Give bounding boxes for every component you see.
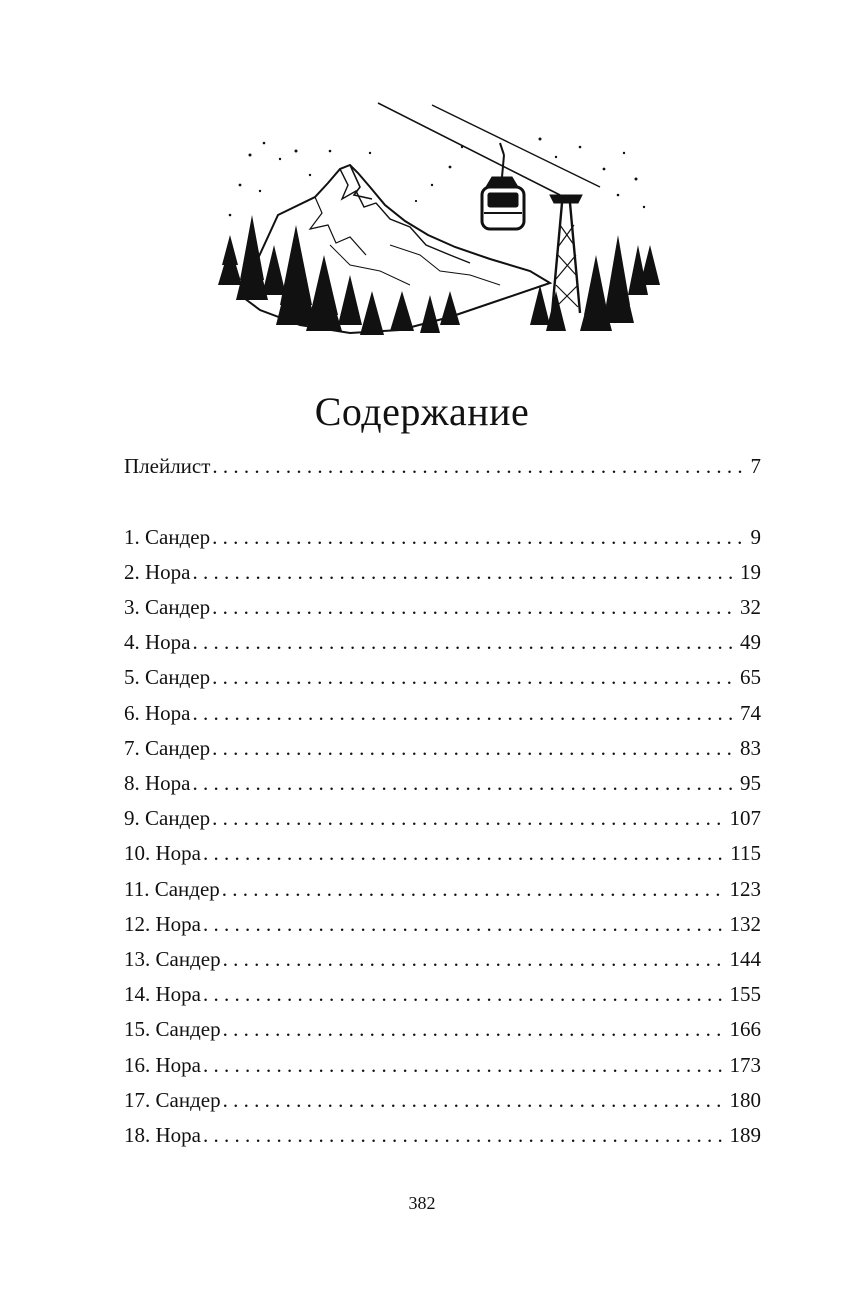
toc-entry bbox=[124, 520, 761, 555]
page-number: 382 bbox=[408, 1193, 436, 1213]
toc-entry-page: 65 bbox=[740, 665, 761, 690]
toc-entry-label: Плейлист bbox=[124, 454, 211, 478]
toc-entry-label: 1. Сандер bbox=[124, 524, 211, 549]
toc-entry-label: 8. Нора bbox=[124, 771, 191, 795]
toc-entry bbox=[124, 766, 761, 801]
dot-leader bbox=[193, 766, 735, 801]
dot-leader bbox=[203, 836, 724, 871]
dot-leader bbox=[203, 1048, 724, 1083]
dot-leader bbox=[212, 449, 743, 484]
toc-entry-label: 5. Сандер bbox=[124, 665, 211, 690]
toc-entry bbox=[124, 555, 761, 590]
toc-entry-label: 17. Сандер bbox=[124, 1087, 221, 1112]
toc-entry-page: 166 bbox=[729, 1017, 761, 1042]
toc-entry-page: 155 bbox=[729, 982, 761, 1007]
toc-entry-label: 10. Нора bbox=[124, 841, 201, 866]
toc-entry bbox=[124, 696, 761, 731]
toc-entry-label: 4. Нора bbox=[124, 630, 191, 655]
toc-entry-page: 123 bbox=[729, 876, 761, 901]
toc-entry-label: 15. Сандер bbox=[124, 1017, 221, 1042]
mountain-cable-car-icon bbox=[200, 95, 670, 355]
toc-entry bbox=[124, 977, 761, 1012]
toc-entry-page: 173 bbox=[729, 1052, 761, 1077]
toc-entry bbox=[124, 1012, 761, 1047]
toc-entry bbox=[124, 836, 761, 871]
toc-entry-page: 189 bbox=[729, 1122, 761, 1147]
toc-entry bbox=[124, 625, 761, 660]
toc-entry-label: 3. Сандер bbox=[124, 595, 211, 620]
toc-entry-page: 83 bbox=[740, 735, 761, 760]
toc-entry bbox=[124, 942, 761, 977]
toc-entry bbox=[124, 1118, 761, 1153]
toc-entry-page: 32 bbox=[740, 595, 761, 620]
toc-entry bbox=[124, 660, 761, 695]
toc-entry-page: 19 bbox=[740, 559, 761, 584]
table-of-contents bbox=[124, 449, 761, 1153]
toc-entry-label: 2. Нора bbox=[124, 559, 191, 584]
dot-leader bbox=[203, 1118, 724, 1153]
dot-leader bbox=[212, 801, 723, 836]
dot-leader bbox=[212, 731, 734, 766]
toc-entry-label: 11. Сандер bbox=[124, 876, 220, 901]
toc-entry-prelude bbox=[124, 449, 761, 484]
toc-entry-page: 7 bbox=[750, 454, 761, 478]
dot-leader bbox=[203, 977, 724, 1012]
spacer bbox=[124, 484, 761, 520]
dot-leader bbox=[223, 1083, 724, 1118]
dot-leader bbox=[212, 520, 743, 555]
toc-entry-label: 13. Сандер bbox=[124, 946, 221, 971]
toc-entry-label: 9. Сандер bbox=[124, 806, 211, 831]
toc-entry-page: 180 bbox=[729, 1087, 761, 1112]
toc-entry-page: 95 bbox=[740, 771, 761, 795]
toc-entry-page: 74 bbox=[740, 700, 761, 725]
toc-entry-page: 132 bbox=[729, 911, 761, 936]
toc-entry-label: 16. Нора bbox=[124, 1052, 201, 1077]
toc-entry-page: 107 bbox=[729, 806, 761, 831]
toc-entry bbox=[124, 731, 761, 766]
toc-entry bbox=[124, 801, 761, 836]
toc-entry bbox=[124, 907, 761, 942]
page-title: Содержание bbox=[314, 389, 530, 434]
toc-entry bbox=[124, 872, 761, 907]
toc-entry-label: 18. Нора bbox=[124, 1122, 201, 1147]
dot-leader bbox=[203, 907, 724, 942]
dot-leader bbox=[223, 1012, 724, 1047]
toc-entry-page: 49 bbox=[740, 630, 761, 655]
dot-leader bbox=[193, 555, 735, 590]
toc-entry-page: 9 bbox=[750, 524, 761, 549]
dot-leader bbox=[193, 696, 735, 731]
toc-entry-page: 115 bbox=[730, 841, 761, 866]
dot-leader bbox=[222, 872, 724, 907]
dot-leader bbox=[193, 625, 735, 660]
toc-entry-page: 144 bbox=[729, 946, 761, 971]
dot-leader bbox=[212, 590, 734, 625]
toc-entry bbox=[124, 1083, 761, 1118]
toc-entry-label: 12. Нора bbox=[124, 911, 201, 936]
toc-entry-label: 6. Нора bbox=[124, 700, 191, 725]
toc-entry-label: 14. Нора bbox=[124, 982, 201, 1007]
toc-entry-label: 7. Сандер bbox=[124, 735, 211, 760]
toc-entry bbox=[124, 1048, 761, 1083]
chapter-list bbox=[124, 520, 761, 1153]
dot-leader bbox=[212, 660, 734, 695]
toc-entry bbox=[124, 590, 761, 625]
dot-leader bbox=[223, 942, 724, 977]
